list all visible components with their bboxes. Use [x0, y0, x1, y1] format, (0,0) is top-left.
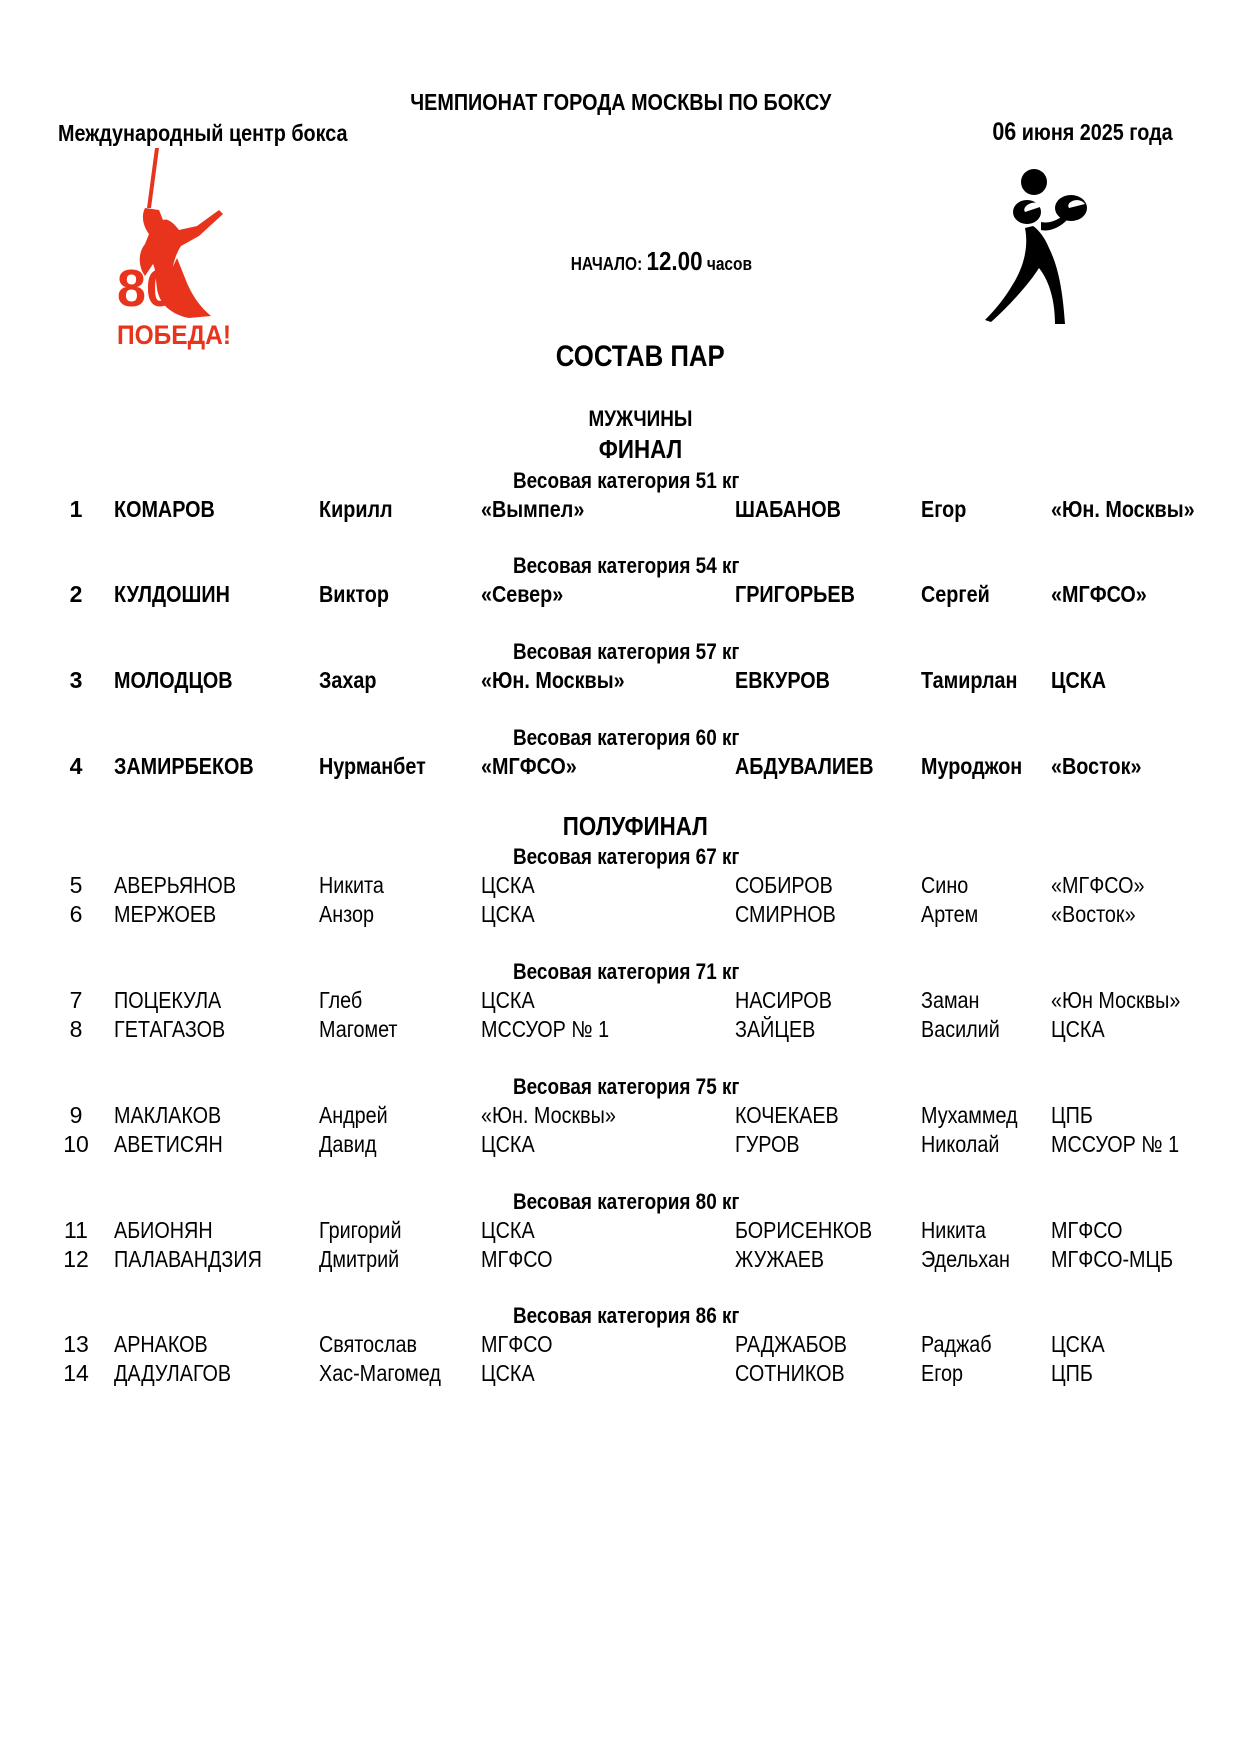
bout-number: 2: [69, 581, 83, 607]
boxer2-club: ЦСКА: [1051, 1016, 1105, 1042]
boxer1-club: ЦСКА: [481, 1217, 535, 1243]
boxer2-lastname: ЗАЙЦЕВ: [735, 1016, 816, 1042]
boxer2-lastname: БОРИСЕНКОВ: [735, 1217, 873, 1243]
boxer2-club: МГФСО-МЦБ: [1051, 1246, 1174, 1272]
boxer1-lastname: АРНАКОВ: [114, 1331, 208, 1357]
bout-number: 7: [69, 987, 83, 1013]
boxer2-firstname: Егор: [921, 496, 967, 522]
boxer2-club: МССУОР № 1: [1051, 1131, 1180, 1157]
boxer1-club: МССУОР № 1: [481, 1016, 610, 1042]
bout-row: [0, 1331, 1241, 1361]
boxer2-club: «МГФСО»: [1051, 581, 1147, 607]
boxer2-club: «МГФСО»: [1051, 872, 1145, 898]
bout-number: 8: [69, 1016, 83, 1042]
boxer2-firstname: Мухаммед: [921, 1102, 1018, 1128]
boxer2-firstname: Тамирлан: [921, 667, 1018, 693]
weight-category: Весовая категория 86 кг: [513, 1303, 740, 1328]
bout-row: [0, 753, 1241, 783]
boxer2-firstname: Муроджон: [921, 753, 1023, 779]
bout-number: 5: [69, 872, 83, 898]
bout-number: 9: [69, 1102, 83, 1128]
bout-number: 13: [63, 1331, 89, 1357]
boxer2-lastname: ЖУЖАЕВ: [735, 1246, 825, 1272]
boxer1-firstname: Святослав: [319, 1331, 418, 1357]
boxer1-club: «Юн. Москвы»: [481, 1102, 616, 1128]
bout-row: [0, 901, 1241, 931]
boxer1-lastname: ГЕТАГАЗОВ: [114, 1016, 226, 1042]
semifinal-heading: ПОЛУФИНАЛ: [562, 811, 709, 841]
boxer2-firstname: Заман: [921, 987, 980, 1013]
gender-heading: МУЖЧИНЫ: [588, 406, 693, 431]
boxer1-club: ЦСКА: [481, 987, 535, 1013]
weight-category: Весовая категория 54 кг: [513, 553, 740, 578]
weight-category: Весовая категория 67 кг: [513, 844, 740, 869]
boxer2-lastname: АБДУВАЛИЕВ: [735, 753, 874, 779]
boxer2-lastname: ЕВКУРОВ: [735, 667, 830, 693]
boxer1-firstname: Григорий: [319, 1217, 402, 1243]
weight-category: Весовая категория 57 кг: [513, 639, 740, 664]
boxer1-club: ЦСКА: [481, 901, 535, 927]
final-heading: ФИНАЛ: [598, 434, 683, 464]
logo-number: 80: [117, 260, 175, 318]
boxer2-firstname: Николай: [921, 1131, 1000, 1157]
boxer2-firstname: Эдельхан: [921, 1246, 1010, 1272]
boxer1-club: ЦСКА: [481, 872, 535, 898]
boxer2-lastname: РАДЖАБОВ: [735, 1331, 847, 1357]
boxer1-club: «МГФСО»: [481, 753, 577, 779]
boxer2-club: «Юн Москвы»: [1051, 987, 1181, 1013]
boxer1-firstname: Дмитрий: [319, 1246, 400, 1272]
bout-row: [0, 1217, 1241, 1247]
bout-row: [0, 1246, 1241, 1276]
boxer1-firstname: Никита: [319, 872, 384, 898]
boxer1-firstname: Виктор: [319, 581, 389, 607]
boxer1-firstname: Магомет: [319, 1016, 398, 1042]
weight-category: Весовая категория 80 кг: [513, 1189, 740, 1214]
bout-row: [0, 581, 1241, 611]
boxer1-club: «Вымпел»: [481, 496, 585, 522]
boxer2-firstname: Никита: [921, 1217, 986, 1243]
bout-row: [0, 496, 1241, 526]
document-title: ЧЕМПИОНАТ ГОРОДА МОСКВЫ ПО БОКСУ: [409, 89, 832, 115]
event-date: [963, 118, 1173, 147]
boxer1-firstname: Андрей: [319, 1102, 388, 1128]
boxer1-firstname: Давид: [319, 1131, 377, 1157]
bout-row: [0, 667, 1241, 697]
boxer1-lastname: ПОЦЕКУЛА: [114, 987, 222, 1013]
boxer1-club: «Юн. Москвы»: [481, 667, 625, 693]
boxer1-firstname: Нурманбет: [319, 753, 426, 779]
boxer2-club: «Восток»: [1051, 753, 1142, 779]
boxer2-lastname: ГРИГОРЬЕВ: [735, 581, 855, 607]
boxer2-firstname: Василий: [921, 1016, 1000, 1042]
boxer1-lastname: МОЛОДЦОВ: [114, 667, 233, 693]
bout-row: [0, 1360, 1241, 1390]
boxer2-firstname: Сергей: [921, 581, 990, 607]
boxer2-lastname: ГУРОВ: [735, 1131, 800, 1157]
boxer2-club: ЦПБ: [1051, 1102, 1093, 1128]
boxer2-firstname: Сино: [921, 872, 969, 898]
boxer2-lastname: СОТНИКОВ: [735, 1360, 845, 1386]
boxer1-club: МГФСО: [481, 1331, 553, 1357]
boxer2-club: ЦСКА: [1051, 667, 1107, 693]
boxer1-club: ЦСКА: [481, 1131, 535, 1157]
boxer2-lastname: НАСИРОВ: [735, 987, 832, 1013]
boxer2-lastname: СМИРНОВ: [735, 901, 836, 927]
bout-row: [0, 987, 1241, 1017]
boxer1-firstname: Анзор: [319, 901, 374, 927]
boxer1-lastname: КОМАРОВ: [114, 496, 215, 522]
boxer1-lastname: ПАЛАВАНДЗИЯ: [114, 1246, 262, 1272]
boxer1-club: ЦСКА: [481, 1360, 535, 1386]
bout-number: 6: [69, 901, 83, 927]
bout-number: 14: [63, 1360, 89, 1386]
weight-category: Весовая категория 60 кг: [513, 725, 740, 750]
boxer2-lastname: СОБИРОВ: [735, 872, 833, 898]
boxer1-club: МГФСО: [481, 1246, 553, 1272]
bout-row: [0, 1016, 1241, 1046]
boxer1-firstname: Глеб: [319, 987, 363, 1013]
bout-number: 11: [64, 1217, 88, 1243]
bout-number: 10: [63, 1131, 89, 1157]
boxer1-lastname: МЕРЖОЕВ: [114, 901, 217, 927]
pairs-title: СОСТАВ ПАР: [555, 340, 725, 373]
bout-row: [0, 1102, 1241, 1132]
venue-name: Международный центр бокса: [58, 120, 348, 146]
boxer1-lastname: ДАДУЛАГОВ: [114, 1360, 232, 1386]
weight-category: Весовая категория 51 кг: [513, 468, 740, 493]
boxer2-club: ЦСКА: [1051, 1331, 1105, 1357]
date-rest: июня 2025 года: [1022, 119, 1173, 145]
logo-text: ПОБЕДА!: [117, 320, 231, 350]
boxer1-club: «Север»: [481, 581, 564, 607]
start-time: НАЧАЛО: 12.00 часов: [570, 246, 753, 276]
weight-category: Весовая категория 75 кг: [513, 1074, 740, 1099]
boxer2-firstname: Раджаб: [921, 1331, 992, 1357]
boxer1-lastname: КУЛДОШИН: [114, 581, 230, 607]
boxer1-lastname: ЗАМИРБЕКОВ: [114, 753, 254, 779]
boxer1-firstname: Кирилл: [319, 496, 393, 522]
date-day: 06: [992, 118, 1017, 146]
bout-number: 4: [69, 753, 83, 779]
boxer1-lastname: АВЕРЬЯНОВ: [114, 872, 237, 898]
bout-number: 12: [63, 1246, 89, 1272]
boxer2-lastname: КОЧЕКАЕВ: [735, 1102, 839, 1128]
boxer1-firstname: Захар: [319, 667, 377, 693]
boxer2-lastname: ШАБАНОВ: [735, 496, 841, 522]
bout-row: [0, 872, 1241, 902]
boxer1-firstname: Хас-Магомед: [319, 1360, 441, 1386]
weight-category: Весовая категория 71 кг: [513, 959, 740, 984]
bout-number: 1: [69, 496, 83, 522]
bout-row: [0, 1131, 1241, 1161]
boxer2-club: «Восток»: [1051, 901, 1136, 927]
bout-number: 3: [69, 667, 83, 693]
boxer1-lastname: АВЕТИСЯН: [114, 1131, 223, 1157]
boxer2-firstname: Егор: [921, 1360, 963, 1386]
boxer2-club: МГФСО: [1051, 1217, 1123, 1243]
boxer2-firstname: Артем: [921, 901, 979, 927]
boxer1-lastname: АБИОНЯН: [114, 1217, 213, 1243]
boxer2-club: «Юн. Москвы»: [1051, 496, 1195, 522]
boxer2-club: ЦПБ: [1051, 1360, 1093, 1386]
boxer1-lastname: МАКЛАКОВ: [114, 1102, 222, 1128]
